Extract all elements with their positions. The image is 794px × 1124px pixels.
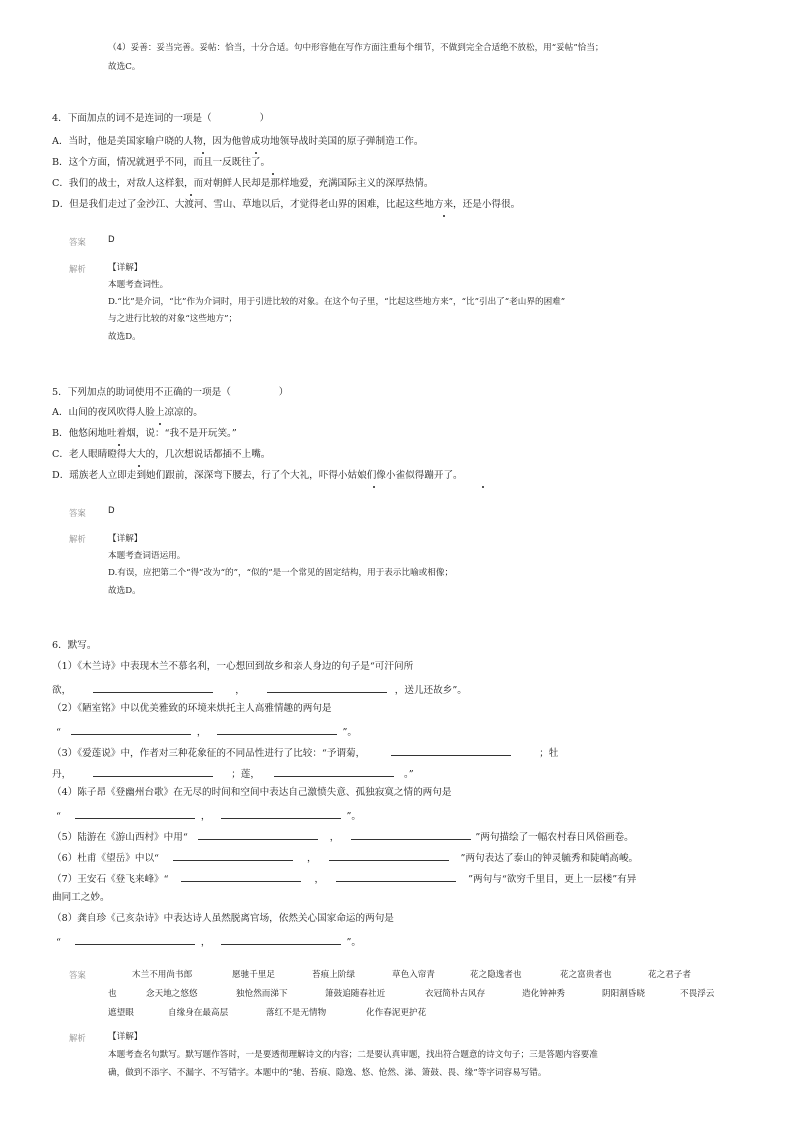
q6-item-2: （2）《陋室铭》中以优美雅致的环境来烘托主人高雅情趣的两句是 [52, 703, 332, 714]
emphasis-dot [373, 486, 375, 488]
q6-item-7-cont: 曲同工之妙。 [52, 892, 110, 903]
answer-blank[interactable] [391, 744, 511, 756]
emphasis-dot [190, 194, 192, 196]
answer-blank[interactable] [198, 828, 318, 840]
emphasis-dot [138, 465, 140, 467]
q6-item-5: （5）陆游在《游山西村》中用“ ， ”两句描绘了一幅农村春日风俗画卷。 [52, 828, 634, 845]
q4-analysis-label: 解析 [69, 264, 86, 274]
q4-analysis-line: 本题考查词性。 [108, 280, 169, 290]
q6-analysis-line: 本题考查名句默写。默写题作答时，一是要透彻理解诗文的内容；二是要认真审题，找出符合题意的诗文句子；三是答题内容要准 [108, 1050, 598, 1060]
q5-answer: D [108, 506, 115, 516]
q4-option-a: A．当时，他是美国家喻户晓的人物，因为他曾成功地领导战时美国的原子弹制造工作。 [52, 136, 424, 147]
q6-answer: 落红不是无情物 [266, 1008, 327, 1018]
answer-blank[interactable] [75, 807, 195, 819]
q5-analysis-line: D.有误，应把第二个“得”改为“的”，“似的”是一个常见的固定结构，用于表示比喻或相像； [108, 568, 454, 578]
q5-analysis-line: 【详解】 [108, 534, 143, 544]
q6-answer: 自缘身在最高层 [168, 1008, 229, 1018]
q6-answer: 箫鼓追随春社近 [325, 989, 386, 999]
answer-blank[interactable] [93, 765, 213, 777]
emphasis-dot [443, 215, 445, 217]
answer-blank[interactable] [351, 828, 471, 840]
q6-answer: 愿驰千里足 [232, 970, 275, 980]
q6-item-7: （7）王安石《登飞来峰》“ ， ”两句与“欲穷千里目，更上一层楼”有异 [52, 870, 636, 887]
q4-stem: 4．下面加点的词不是连词的一项是（ ） [52, 113, 270, 124]
q6-answer: 遮望眼 [108, 1008, 134, 1018]
q6-analysis-line: 【详解】 [108, 1032, 143, 1042]
q6-item-1-blanks: 欲， ， ，送儿还故乡”。 [52, 681, 467, 698]
answer-blank[interactable] [336, 870, 456, 882]
q4-option-b: B．这个方面，情况就迥乎不同，而且一反既往了。 [52, 157, 271, 168]
q6-item-2-blanks: “ ， ”。 [56, 723, 357, 740]
q6-item-4: （4）陈子昂《登幽州台歌》在无尽的时间和空间中表达自己激愤失意、孤独寂寞之情的两句是 [52, 787, 452, 798]
emphasis-dot [202, 152, 204, 154]
q6-answer: 造化钟神秀 [522, 989, 565, 999]
q6-answer: 化作春泥更护花 [366, 1008, 427, 1018]
answer-blank[interactable] [274, 765, 394, 777]
q6-stem: 6．默写。 [52, 640, 97, 651]
emphasis-dot [159, 423, 161, 425]
answer-blank[interactable] [173, 849, 293, 861]
intro-line-1: （4）妥善：妥当完善。妥帖：恰当，十分合适。句中形容他在写作方面注重每个细节，不做到完全合适绝不放松，用“妥帖”恰当； [108, 43, 604, 53]
q6-answer: 念天地之悠悠 [146, 989, 198, 999]
q6-answer: 花之富贵者也 [560, 970, 612, 980]
q5-option-d: D．瑶族老人立即走到她们跟前，深深弯下腰去，行了个大礼，吓得小姑娘们像小雀似得蹦开了。 [52, 470, 463, 481]
q6-item-3: （3）《爱莲说》中，作者对三种花象征的不同品性进行了比较：“予谓菊， ；牡 [52, 744, 558, 761]
answer-blank[interactable] [221, 933, 341, 945]
q6-answer: 阴阳割昏晓 [602, 989, 645, 999]
q6-analysis-line: 确，做到不添字、不漏字、不写错字。本题中的“驰、苔痕、隐逸、悠、怆然、涕、箫鼓、畏、缘”等字词容易写错。 [108, 1068, 547, 1078]
q6-item-6: （6）杜甫《望岳》中以“ ， ”两句表达了泰山的钟灵毓秀和陡峭高峻。 [52, 849, 638, 866]
q5-analysis-line: 本题考查词语运用。 [108, 551, 186, 561]
q6-answer: 花之君子者 [648, 970, 691, 980]
q5-option-c: C．老人眼睛瞪得大大的，几次想说话都插不上嘴。 [52, 449, 271, 460]
q6-item-3-blanks: 丹， ；莲， 。” [52, 765, 414, 782]
q5-stem: 5．下列加点的助词使用不正确的一项是（ ） [52, 387, 289, 398]
q4-analysis-line: 【详解】 [108, 263, 143, 273]
answer-blank[interactable] [267, 681, 387, 693]
q6-answer: 也 [108, 989, 117, 999]
q6-item-8: （8）龚自珍《己亥杂诗》中表达诗人虽然脱离官场，依然关心国家命运的两句是 [52, 913, 394, 924]
q6-item-8-blanks: “ ， ”。 [56, 933, 361, 950]
q5-analysis-label: 解析 [69, 534, 86, 544]
q6-item-1: （1）《木兰诗》中表现木兰不慕名利，一心想回到故乡和亲人身边的句子是“可汗问所 [52, 661, 414, 672]
q6-answer: 花之隐逸者也 [470, 970, 522, 980]
q5-analysis-line: 故选D。 [108, 586, 141, 596]
q5-option-a: A．山间的夜风吹得人脸上凉凉的。 [52, 407, 203, 418]
answer-blank[interactable] [75, 933, 195, 945]
emphasis-dot [255, 152, 257, 154]
q6-answer: 木兰不用尚书郎 [132, 970, 193, 980]
q6-answer: 独怆然而涕下 [236, 989, 288, 999]
answer-blank[interactable] [217, 723, 337, 735]
q6-answer: 草色入帘青 [392, 970, 435, 980]
answer-blank[interactable] [181, 870, 301, 882]
emphasis-dot [482, 486, 484, 488]
q6-analysis-label: 解析 [69, 1033, 86, 1043]
intro-line-2: 故选C。 [108, 62, 141, 72]
q4-analysis-line: D.“比”是介词，“比”作为介词时，用于引进比较的对象。在这个句子里，“比起这些地方来”，“比”引出了“老山界的困难” [108, 297, 566, 307]
q4-answer-label: 答案 [69, 237, 86, 247]
q4-option-c: C．我们的战士，对敌人这样狠，而对朝鲜人民却是那样地爱，充满国际主义的深厚热情。 [52, 178, 434, 189]
q4-answer: D [108, 235, 115, 245]
q6-item-4-blanks: “ ， ”。 [56, 807, 361, 824]
answer-blank[interactable] [221, 807, 341, 819]
q6-answer-label: 答案 [69, 970, 86, 980]
answer-blank[interactable] [71, 723, 191, 735]
q6-answer: 衣冠简朴古风存 [425, 989, 486, 999]
q5-answer-label: 答案 [69, 508, 86, 518]
q4-option-d: D．但是我们走过了金沙江、大渡河、雪山、草地以后，才觉得老山界的困难，比起这些地方来，还是小得很。 [52, 199, 521, 210]
q4-analysis-line: 与之进行比较的对象“这些地方”； [108, 314, 238, 324]
answer-blank[interactable] [329, 849, 449, 861]
q4-analysis-line: 故选D。 [108, 332, 141, 342]
emphasis-dot [272, 173, 274, 175]
answer-blank[interactable] [93, 681, 213, 693]
q6-answer: 苔痕上阶绿 [312, 970, 355, 980]
q5-option-b: B．他悠闲地吐着烟，说：“我不是开玩笑。” [52, 428, 237, 439]
q6-answer: 不畏浮云 [680, 989, 715, 999]
emphasis-dot [118, 444, 120, 446]
